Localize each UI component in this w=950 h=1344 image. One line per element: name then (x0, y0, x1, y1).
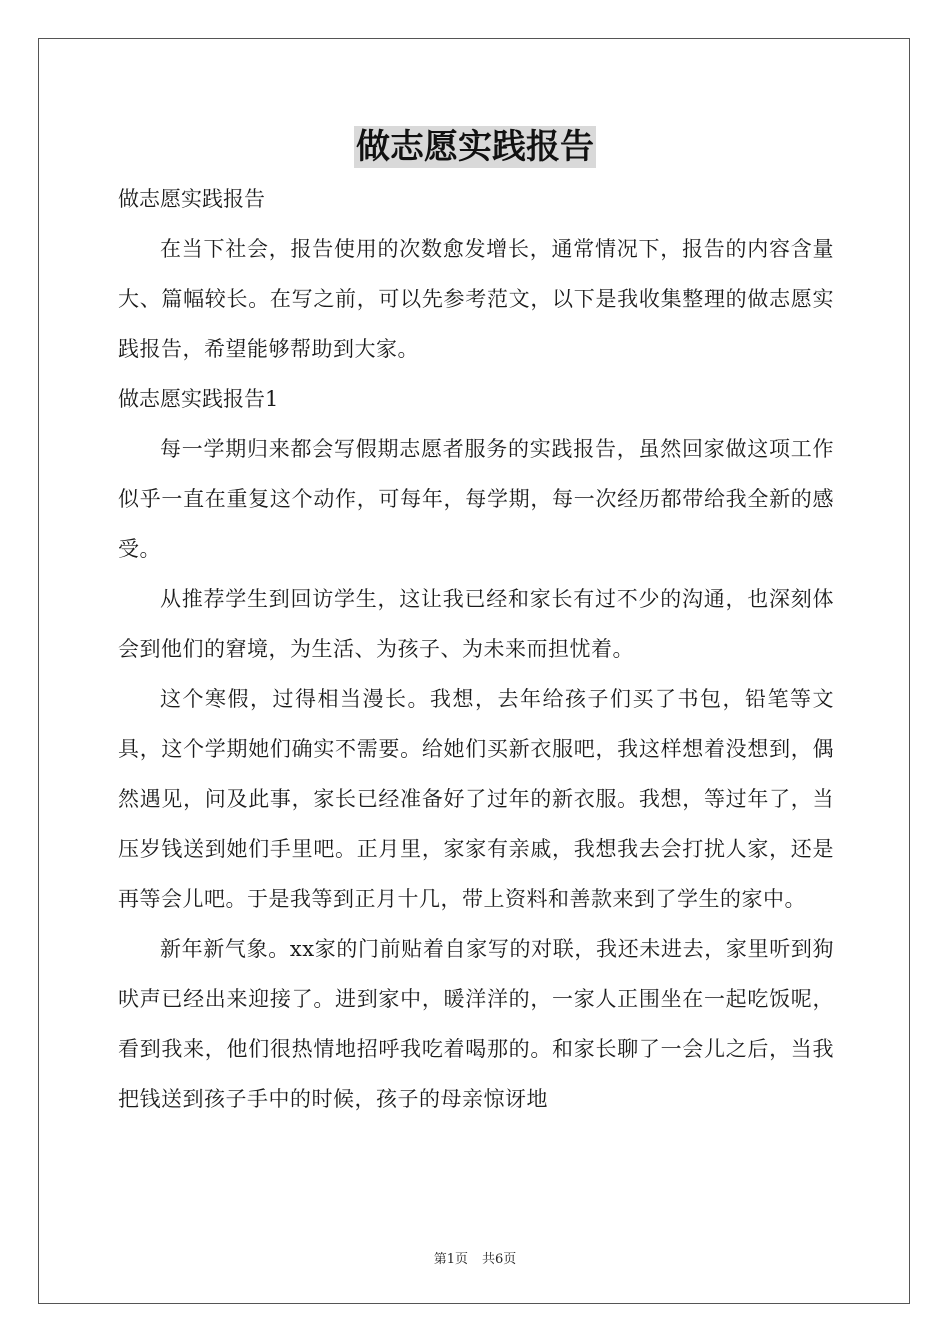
body-paragraph: 这个寒假，过得相当漫长。我想，去年给孩子们买了书包，铅笔等文具，这个学期她们确实不需要。给她们买新衣服吧，我这样想着没想到，偶然遇见，问及此事，家长已经准备好了过年的新衣服。我想，等过年了，当压岁钱送到她们手里吧。正月里，家家有亲戚，我想我去会打扰人家，还是再等会儿吧。于是我等到正月十几，带上资料和善款来到了学生的家中。 (118, 687, 834, 911)
document-body (118, 174, 834, 1124)
document-title (0, 126, 950, 168)
page-number: 第1页 (433, 1252, 468, 1267)
document-title-text: 做志愿实践报告 (356, 127, 594, 167)
body-paragraph: 新年新气象。xx家的门前贴着自家写的对联，我还未进去，家里听到狗吠声已经出来迎接了。进到家中，暖洋洋的，一家人正围坐在一起吃饭呢，看到我来，他们很热情地招呼我吃着喝那的。和家长聊了一会儿之后，当我把钱送到孩子手中的时候，孩子的母亲惊讶地 (118, 937, 834, 1111)
page-footer (0, 1248, 950, 1267)
body-paragraph: 从推荐学生到回访学生，这让我已经和家长有过不少的沟通，也深刻体会到他们的窘境，为生活、为孩子、为未来而担忧着。 (118, 587, 834, 661)
body-paragraph: 每一学期归来都会写假期志愿者服务的实践报告，虽然回家做这项工作似乎一直在重复这个动作，可每年，每学期，每一次经历都带给我全新的感受。 (118, 437, 834, 561)
page-total: 共6页 (482, 1252, 517, 1267)
intro-paragraph: 在当下社会，报告使用的次数愈发增长，通常情况下，报告的内容含量大、篇幅较长。在写之前，可以先参考范文，以下是我收集整理的做志愿实践报告，希望能够帮助到大家。 (118, 237, 834, 361)
document-subtitle: 做志愿实践报告 (118, 187, 265, 211)
section-heading: 做志愿实践报告1 (118, 387, 279, 411)
